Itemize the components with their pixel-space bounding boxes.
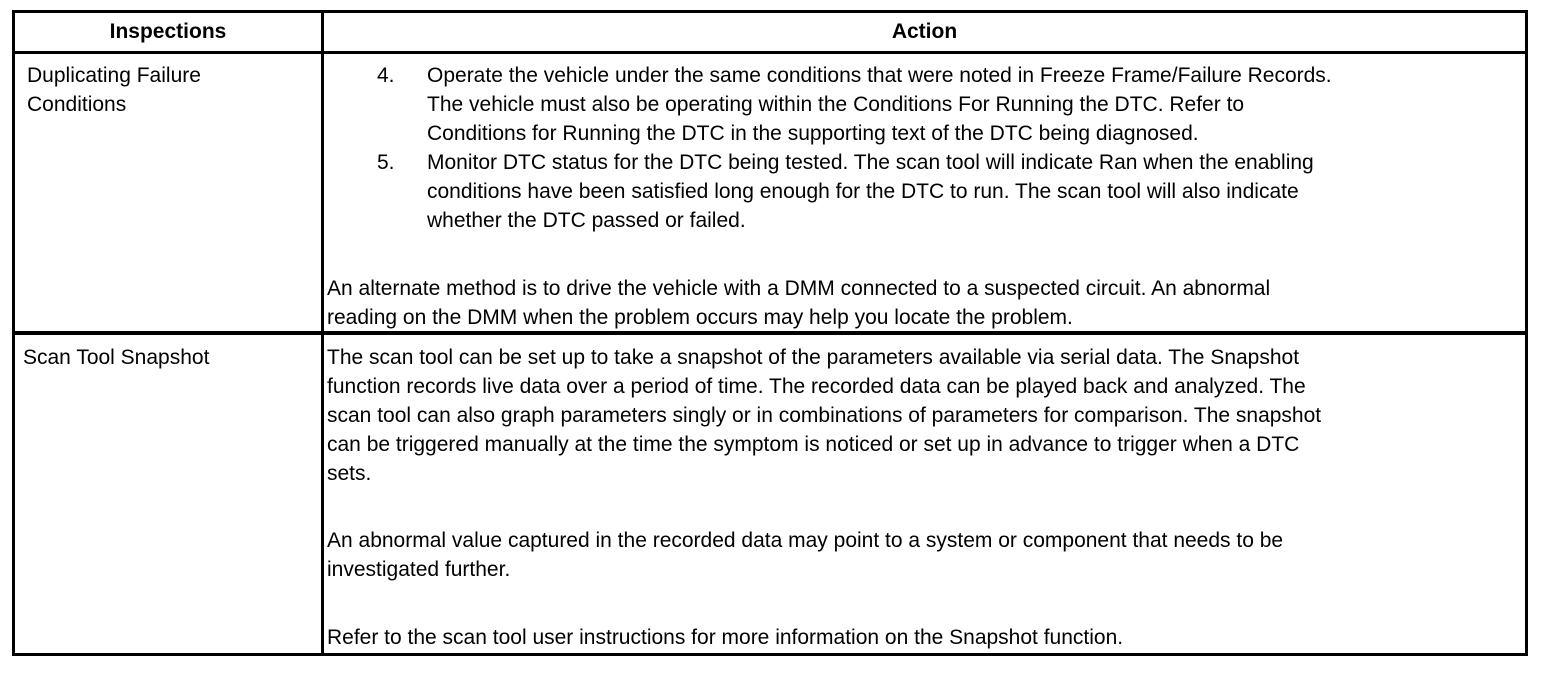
step-line: Operate the vehicle under the same conditions that were noted in Freeze Frame/Failure Records.: [427, 64, 1332, 87]
paragraph-line: can be triggered manually at the time the symptom is noticed or set up in advance to trigger when a DTC: [327, 433, 1300, 456]
step-number: 5.: [377, 151, 395, 174]
inspection-table: [12, 10, 1528, 656]
column-divider: [321, 13, 324, 653]
paragraph-line: sets.: [327, 462, 372, 485]
row-1-action: [327, 61, 1332, 235]
row-1-inspection-label: [27, 61, 201, 119]
paragraph-line: Refer to the scan tool user instructions for more information on the Snapshot function.: [327, 626, 1124, 649]
paragraph-line: scan tool can also graph parameters singly or in combinations of parameters for comparison. The snapshot: [327, 404, 1322, 427]
step-item: [327, 61, 1332, 148]
paragraph-line: The scan tool can be set up to take a snapshot of the parameters available via serial data. The Snapshot: [327, 346, 1300, 369]
label-line: Duplicating Failure: [27, 64, 201, 87]
step-line: conditions have been satisfied long enough for the DTC to run. The scan tool will also indicate: [427, 180, 1299, 203]
paragraph-line: investigated further.: [327, 558, 511, 581]
paragraph-line: function records live data over a period of time. The recorded data can be played back and analyzed. The: [327, 375, 1306, 398]
label-line: Conditions: [27, 93, 127, 116]
step-number: 4.: [377, 64, 395, 87]
step-line: Conditions for Running the DTC in the supporting text of the DTC being diagnosed.: [427, 122, 1199, 145]
header-divider: [15, 51, 1525, 54]
row-2-paragraph-3: [327, 623, 1123, 652]
step-list: [327, 61, 1332, 235]
step-item: [327, 148, 1332, 235]
step-line: Monitor DTC status for the DTC being tested. The scan tool will indicate Ran when the enabling: [427, 151, 1314, 174]
row-2-paragraph-1: [327, 343, 1321, 488]
note-line: An alternate method is to drive the vehicle with a DMM connected to a suspected circuit. An abnormal: [327, 277, 1271, 300]
label-line: Scan Tool Snapshot: [23, 346, 210, 369]
step-line: The vehicle must also be operating within the Conditions For Running the DTC. Refer to: [427, 93, 1245, 116]
paragraph-line: An abnormal value captured in the recorded data may point to a system or component that needs to be: [327, 529, 1284, 552]
note-line: reading on the DMM when the problem occurs may help you locate the problem.: [327, 306, 1073, 329]
header-action: Action: [891, 20, 958, 43]
row-1-note: [327, 274, 1270, 332]
step-line: whether the DTC passed or failed.: [427, 209, 746, 232]
row-2-inspection-label: [23, 343, 209, 372]
header-inspections: Inspections: [109, 20, 227, 43]
row-2-paragraph-2: [327, 526, 1283, 584]
